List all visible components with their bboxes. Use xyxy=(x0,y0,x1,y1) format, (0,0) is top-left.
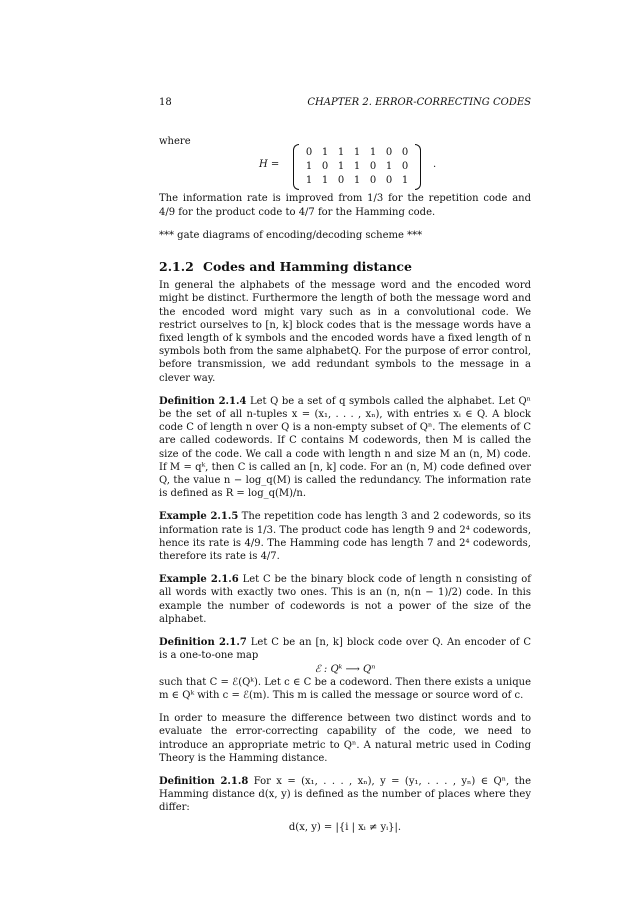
paragraph-metric: In order to measure the difference between two distinct words and to evaluate the error-correcting capability of the code, we need to introduce an appropriate metric to Qⁿ. A natural metric used in Coding Theory is the Hamming distance. xyxy=(159,713,531,764)
example-text: Let C be the binary block code of length n consisting of all words with exactly two ones. This is an (n, n(n − 1)/2) code. In this example the number of codewords is not a power of the size of the alphabet. xyxy=(159,574,532,625)
matrix xyxy=(293,142,421,192)
matrix-cell: 1 xyxy=(369,147,377,159)
page xyxy=(159,96,531,834)
where-text: where xyxy=(159,136,191,148)
example-2-1-5 xyxy=(159,510,531,563)
matrix-period: . xyxy=(433,159,437,171)
rate-paragraph: The information rate is improved from 1/3 for the repetition code and 4/9 for the product code to 4/7 for the Hamming code. xyxy=(159,193,531,218)
hamming-distance-formula: d(x, y) = |{i | xᵢ ≠ yᵢ}|. xyxy=(288,821,402,833)
section-heading xyxy=(159,260,531,273)
def-label: Definition 2.1.7 xyxy=(159,637,247,649)
definition-2-1-4 xyxy=(159,395,531,501)
matrix-cell: 1 xyxy=(353,161,361,173)
page-number: 18 xyxy=(159,97,172,108)
matrix-cell: 0 xyxy=(385,175,393,187)
example-label: Example 2.1.5 xyxy=(159,511,239,523)
example-2-1-6 xyxy=(159,573,531,626)
matrix-cell: 1 xyxy=(353,147,361,159)
matrix-cell: 1 xyxy=(337,147,345,159)
running-header xyxy=(159,96,531,109)
encoder-formula: ℰ : Qᵏ ⟶ Qⁿ xyxy=(314,663,376,675)
matrix-grid xyxy=(299,146,415,188)
definition-2-1-7 xyxy=(159,636,531,662)
matrix-cell: 1 xyxy=(305,175,313,187)
matrix-cell: 0 xyxy=(305,147,313,159)
def-label: Definition 2.1.8 xyxy=(159,775,249,787)
chapter-title: CHAPTER 2. ERROR-CORRECTING CODES xyxy=(307,97,531,108)
matrix-cell: 0 xyxy=(321,161,329,173)
matrix-lhs: H = xyxy=(259,159,280,171)
matrix-cell: 1 xyxy=(401,175,409,187)
matrix-cell: 0 xyxy=(369,161,377,173)
matrix-cell: 0 xyxy=(401,161,409,173)
def-continuation: such that C = ℰ(Qᵏ). Let c ∈ C be a codeword. Then there exists a unique m ∈ Qᵏ with c = ℰ(m). This m is called the message or source word of c. xyxy=(159,676,531,701)
def-label: Definition 2.1.4 xyxy=(159,395,247,407)
matrix-cell: 0 xyxy=(337,175,345,187)
section-title: Codes and Hamming distance xyxy=(203,259,412,275)
matrix-cell: 0 xyxy=(401,147,409,159)
def-text: Let Q be a set of q symbols called the alphabet. Let Qⁿ be the set of all n-tuples x = (x₁, . . . , xₙ), with entries xᵢ ∈ Q. A block code C of length n over Q is a non-empty subset of Qⁿ. The elements of C are called codewords. If C contains M codewords, then M is called the size of the code. We call a code with length n and size M an (n, M) code. If M = qᵏ, then C is called an [n, k] code. For an (n, M) code defined over Q, the value n − log_q(M) is called the redundancy. The information rate is defined as R = log_q(M)/n. xyxy=(159,395,531,500)
paragraph-alphabets: In general the alphabets of the message word and the encoded word might be distinct. Furthermore the length of both the message word and the encoded word might vary such as in a convolutional code. We restrict ourselves to [n, k] block codes that is the message words have a fixed length of k symbols and the encoded words have a fixed length of n symbols both from the same alphabetQ. For the purpose of error control, before transmission, we add redundant symbols to the message in a clever way. xyxy=(159,280,531,384)
example-label: Example 2.1.6 xyxy=(159,574,239,586)
matrix-cell: 1 xyxy=(337,161,345,173)
matrix-cell: 1 xyxy=(321,147,329,159)
example-text: The repetition code has length 3 and 2 codewords, so its information rate is 1/3. The product code has length 9 and 2⁴ codewords, hence its rate is 4/9. The Hamming code has length 7 and 2⁴ codewords, therefore its rate is 4/7. xyxy=(159,511,531,563)
right-paren xyxy=(415,144,421,190)
def-text: Let C be an [n, k] block code over Q. An encoder of C is a one-to-one map xyxy=(159,637,531,662)
section-number: 2.1.2 xyxy=(159,259,194,275)
def-text: For x = (x₁, . . . , xₙ), y = (y₁, . . . , yₙ) ∈ Qⁿ, the Hamming distance d(x, y) is defined as the number of places where they differ: xyxy=(159,775,531,814)
matrix-cell: 1 xyxy=(321,175,329,187)
gate-note: *** gate diagrams of encoding/decoding scheme *** xyxy=(159,229,423,241)
matrix-cell: 1 xyxy=(305,161,313,173)
matrix-cell: 1 xyxy=(353,175,361,187)
definition-2-1-8 xyxy=(159,775,531,815)
matrix-cell: 0 xyxy=(369,175,377,187)
matrix-cell: 0 xyxy=(385,147,393,159)
matrix-equation xyxy=(159,142,531,192)
matrix-cell: 1 xyxy=(385,161,393,173)
